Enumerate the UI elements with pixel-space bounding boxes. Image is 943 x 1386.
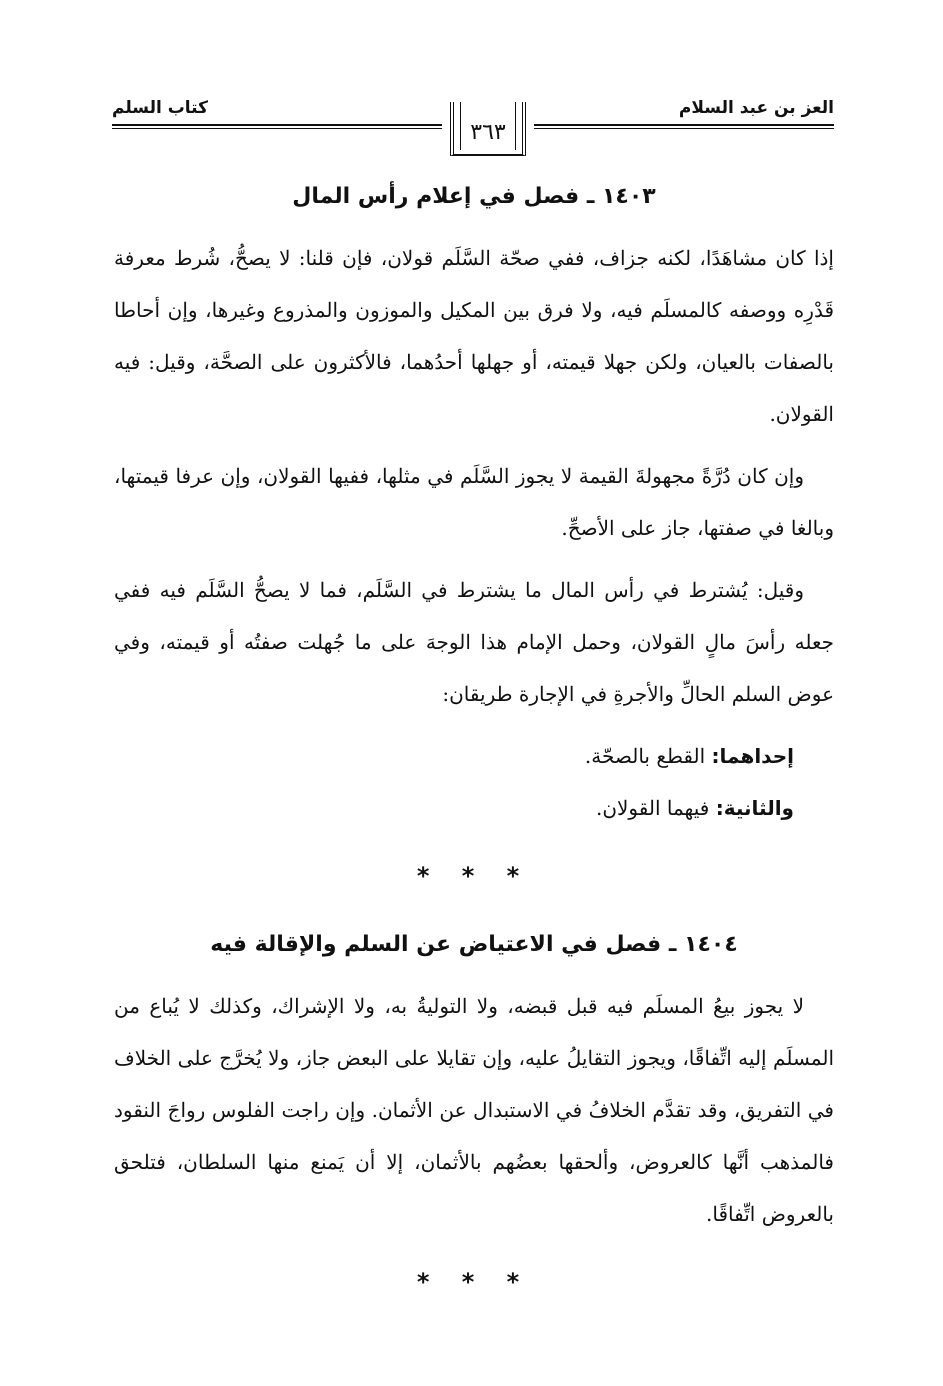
paragraph: لا يجوز بيعُ المسلَم فيه قبل قبضه، ولا التوليةُ به، ولا الإشراك، وكذلك لا يُباع من المسلَم إليه اتِّفاقًا، ويجوز التقايلُ عليه، وإن تقايلا على البعض جاز، ولا يُخرَّج على الخلاف في التفريق، وقد تقدَّم الخلافُ في الاستبدال عن الأثمان. وإن راجت الفلوس رواجَ النقود فالمذهب أنَّها كالعروض، وألحقها بعضُهم بالأثمان، إلا أن يَمنع منها السلطان، فتلحق بالعروض اتِّفاقًا. bbox=[114, 994, 834, 1226]
paragraph: إذا كان مشاهَدًا، لكنه جزاف، ففي صحّة السَّلَم قولان، فإن قلنا: لا يصحُّ، شُرط معرفة قَدْرِه ووصفه كالمسلَم فيه، ولا فرق بين المكيل والموزون والمذروع وغيرها، وإن أحاطا بالصفات بالعيان، ولكن جهلا قيمته، أو جهلها أحدُهما، فالأكثرون على الصحَّة، وقيل: فيه القولان. bbox=[114, 246, 834, 426]
running-head-chapter: كتاب السلم bbox=[112, 98, 208, 118]
page-number-frame bbox=[442, 96, 534, 162]
list-item bbox=[114, 782, 834, 834]
end-separator: * * * bbox=[416, 1268, 532, 1296]
item-label: إحداهما: bbox=[711, 744, 794, 768]
section-title-1403: ١٤٠٣ ـ فصل في إعلام رأس المال bbox=[292, 184, 656, 209]
paragraph: وإن كان دُرَّةً مجهولةَ القيمة لا يجوز السَّلَم في مثلها، ففيها القولان، وإن عرفا قيمتها، وبالغا في صفتها، جاز على الأصحِّ. bbox=[114, 464, 834, 540]
item-label: والثانية: bbox=[715, 796, 794, 820]
page-body bbox=[114, 172, 834, 1326]
running-head-author: العز بن عبد السلام bbox=[678, 98, 834, 118]
section-separator: * * * bbox=[416, 862, 532, 890]
list-item bbox=[114, 730, 834, 782]
page-header bbox=[112, 88, 834, 168]
item-text: القطع بالصحّة. bbox=[584, 744, 712, 768]
section-title-1404: ١٤٠٤ ـ فصل في الاعتياض عن السلم والإقالة فيه bbox=[210, 932, 738, 957]
paragraph: وقيل: يُشترط في رأس المال ما يشترط في السَّلَم، فما لا يصحُّ السَّلَم فيه ففي جعله رأسَ مالٍ القولان، وحمل الإمام هذا الوجهَ على ما جُهلت صفتُه أو قيمته، وفي عوض السلم الحالِّ والأجرةِ في الإجارة طريقان: bbox=[114, 578, 834, 706]
page-number: ٣٦٣ bbox=[470, 120, 506, 145]
item-text: فيهما القولان. bbox=[595, 796, 716, 820]
